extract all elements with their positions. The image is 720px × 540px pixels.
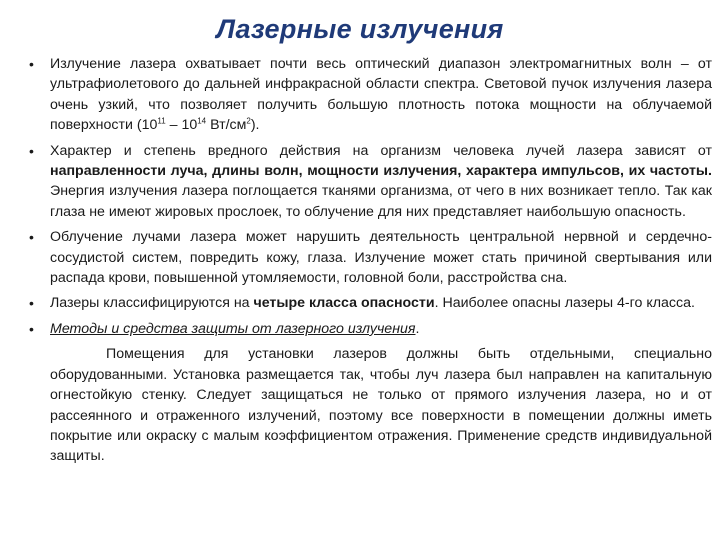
bullet-text (50, 295, 695, 311)
bullet-text-part: Вт/см (206, 117, 247, 134)
bullet-text (50, 143, 712, 220)
slide-content (26, 54, 712, 467)
slide-title: Лазерные излучения (216, 14, 504, 44)
bullet-text: Облучение лучами лазера может нарушить деятельность центральной нервной и сердечно-сосудистой систем, повредить кожу, глаза. Излучение может стать причиной свертывания или распада крови, повышенной утомляемости, головной боли, расстройства сна. (50, 229, 712, 287)
bullet-text-part: Лазеры классифицируются на (50, 295, 254, 312)
bullet-item-harmful-effect (26, 141, 712, 223)
protection-paragraph: Помещения для установки лазеров должны быть отдельными, специально оборудованными. Установка размещается так, чтобы луч лазера был направлен на капитальную огнестойкую стенку. Следует защищаться не только от прямого излучения лазера, но и от рассеянного и отраженного излучений, поэтому все поверхности в помещении должны иметь покрытие или окраску с малым коэффициентом отражения. Применение средств индивидуальной защиты. (50, 346, 712, 465)
bullet-text-part: Излучение лазера охватывает почти весь оптический диапазон электромагнитных волн – от ультрафиолетового до дальней инфракрасной области спектра. Световой пучок излучения лазера очень узкий, что позволяет получить большую плотность потока мощности на облучаемой поверхности (10 (50, 56, 712, 134)
protection-methods-link[interactable]: Методы и средства защиты от лазерного излучения (50, 320, 416, 337)
bullet-item-hazard-classes (26, 293, 712, 313)
bullet-text-part: . (415, 320, 420, 337)
bullet-marker: • (29, 295, 34, 312)
bullet-item-protection-methods (26, 319, 712, 339)
bullet-item-emission-range (26, 54, 712, 136)
bullet-marker: • (29, 320, 34, 337)
bullet-text (50, 56, 712, 133)
bullet-text-bold: направленности луча, длины волн, мощности излучения, характера импульсов, их частоты. (50, 163, 712, 180)
bullet-text-part: Энергия излучения лазера поглощается тканями организма, от чего в них возникает тепло. Так как глаза не имеют жировых прослоек, то облучение для них представляет наибольшую опасность. (50, 183, 712, 220)
superscript: 2 (246, 116, 251, 126)
bullet-marker: • (29, 142, 34, 159)
bullet-text-part: – 10 (165, 117, 198, 134)
bullet-marker: • (29, 56, 34, 72)
bullet-text-part: . Наиболее опасны лазеры 4-го класса. (434, 295, 695, 312)
bullet-item-health-impact (26, 227, 712, 288)
bullet-text-bold: четыре класса опасности (253, 295, 435, 312)
bullet-text (50, 321, 419, 337)
bullet-marker: • (29, 229, 34, 246)
superscript: 11 (157, 116, 166, 126)
bullet-text-part: Характер и степень вредного действия на организм человека лучей лазера зависят от (50, 142, 712, 159)
superscript: 14 (197, 116, 207, 126)
bullet-text-part: ). (250, 117, 260, 134)
